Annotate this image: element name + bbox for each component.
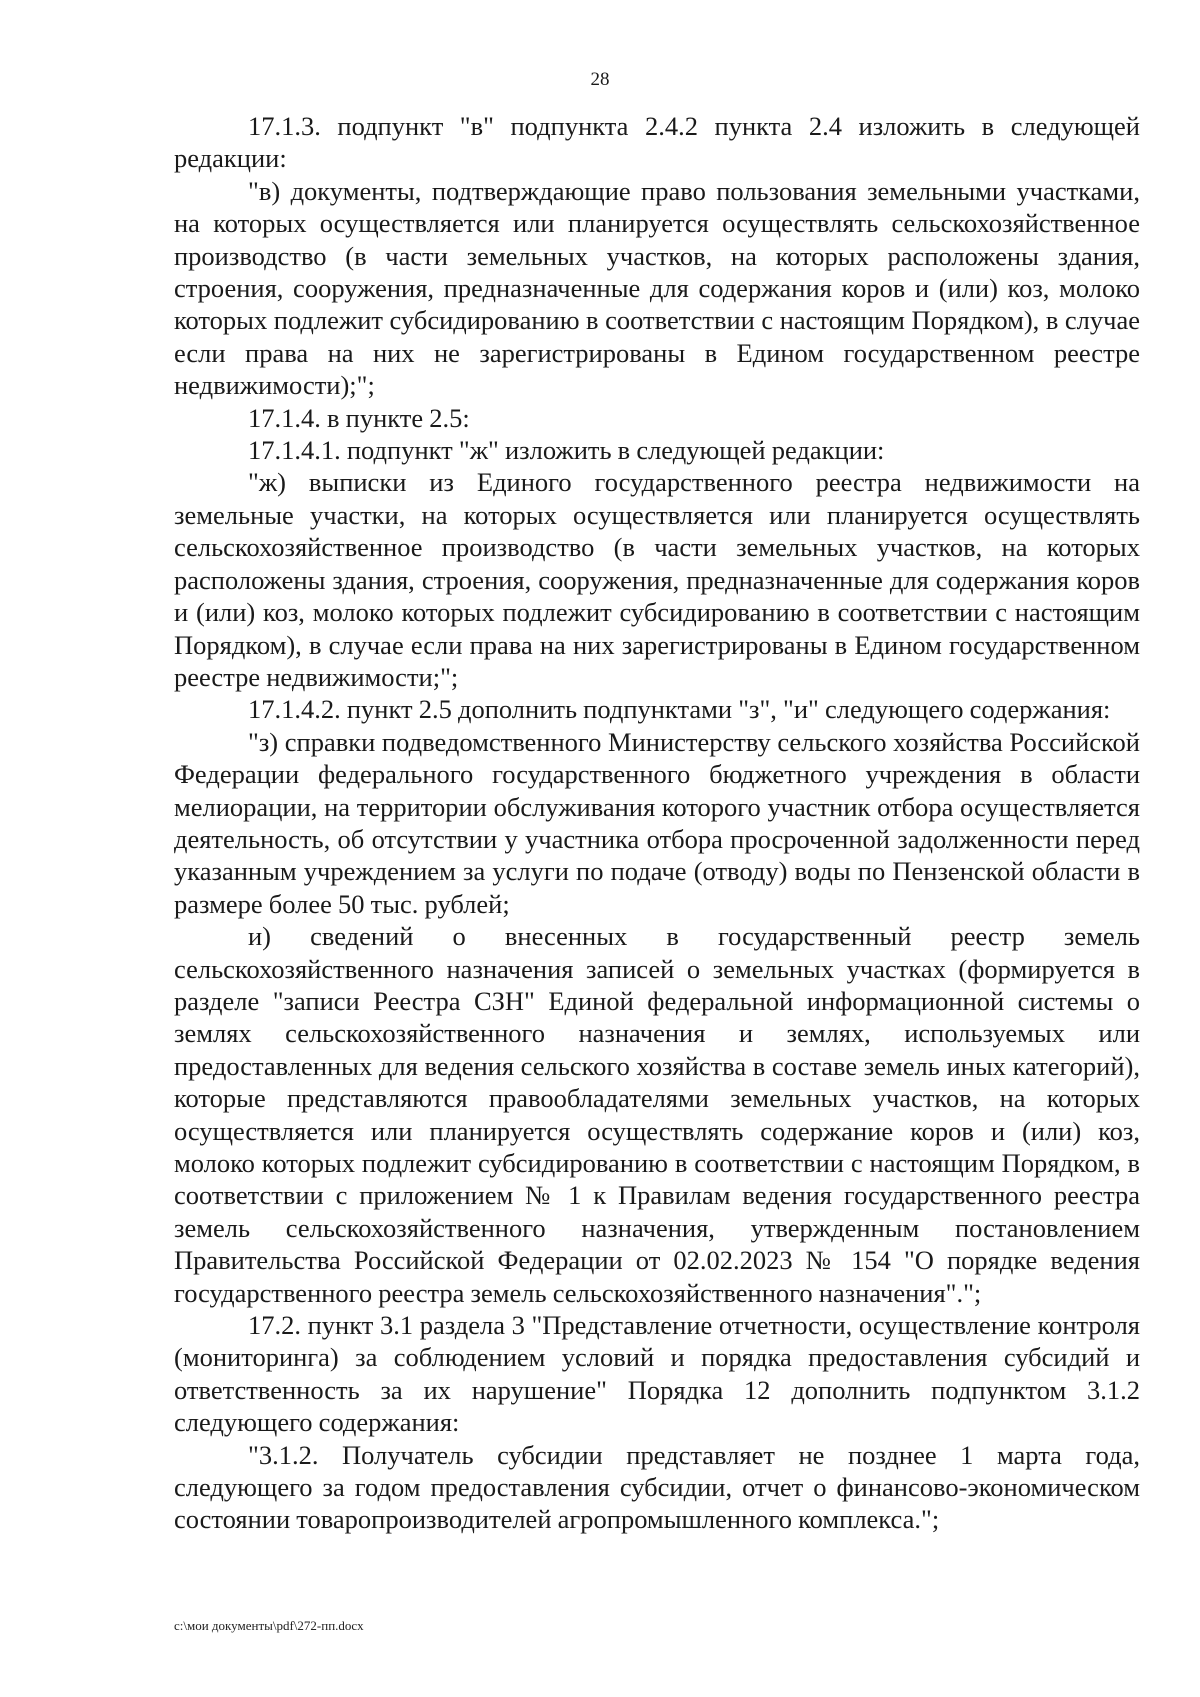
document-body bbox=[174, 110, 1140, 1536]
paragraph-17-1-3: 17.1.3. подпункт "в" подпункта 2.4.2 пункта 2.4 изложить в следующей редакции: bbox=[174, 111, 1140, 174]
paragraph-17-1-4: 17.1.4. в пункте 2.5: bbox=[248, 402, 470, 433]
paragraph-subitem-v: "в) документы, подтверждающие право пользования земельными участками, на которых осуществляется или планируется осуществлять сельскохозяйственное производство (в части земельных участков, на которых расположены здания, строения, сооружения, предназначенные для содержания коров и (или) коз, молоко которых подлежит субсидированию в соответствии с настоящим Порядком), в случае если права на них не зарегистрированы в Едином государственном реестре недвижимости);"; bbox=[174, 175, 1140, 401]
paragraph-subitem-i: и) сведений о внесенных в государственный реестр земель сельскохозяйственного назначения записей о земельных участках (формируется в разделе "записи Реестра СЗН" Единой федеральной информационной системы о землях сельскохозяйственного назначения и землях, используемых или предоставленных для ведения сельского хозяйства в составе земель иных категорий), которые представляются правообладателями земельных участков, на которых осуществляется или планируется осуществлять содержание коров и (или) коз, молоко которых подлежит субсидированию в соответствии с настоящим Порядком, в соответствии с приложением № 1 к Правилам ведения государственного реестра земель сельскохозяйственного назначения, утвержденным постановлением Правительства Российской Федерации от 02.02.2023 № 154 "О порядке ведения государственного реестра земель сельскохозяйственного назначения"."; bbox=[174, 921, 1140, 1308]
paragraph-subitem-z: "з) справки подведомственного Министерству сельского хозяйства Российской Федерации федерального государственного бюджетного учреждения в области мелиорации, на территории обслуживания которого участник отбора осуществляется деятельность, об отсутствии у участника отбора просроченной задолженности перед указанным учреждением за услуги по подаче (отводу) воды по Пензенской области в размере более 50 тыс. рублей; bbox=[174, 726, 1140, 919]
page-number: 28 bbox=[590, 69, 610, 90]
paragraph-17-1-4-1: 17.1.4.1. подпункт "ж" изложить в следующей редакции: bbox=[248, 435, 885, 466]
paragraph-3-1-2: "3.1.2. Получатель субсидии представляет не позднее 1 марта года, следующего за годом предоставления субсидии, отчет о финансово-экономическом состоянии товаропроизводителей агропромышленного комплекса."; bbox=[174, 1439, 1140, 1535]
paragraph-17-1-4-2: 17.1.4.2. пункт 2.5 дополнить подпунктами "з", "и" следующего содержания: bbox=[248, 694, 1111, 725]
paragraph-subitem-zh: "ж) выписки из Единого государственного реестра недвижимости на земельные участки, на которых осуществляется или планируется осуществлять сельскохозяйственное производство (в части земельных участков, на которых расположены здания, строения, сооружения, предназначенные для содержания коров и (или) коз, молоко которых подлежит субсидированию в соответствии с настоящим Порядком), в случае если права на них зарегистрированы в Едином государственном реестре недвижимости;"; bbox=[174, 467, 1140, 692]
paragraph-17-2: 17.2. пункт 3.1 раздела 3 "Представление отчетности, осуществление контроля (мониторинга) за соблюдением условий и порядка предоставления субсидий и ответственность за их нарушение" Порядка 12 дополнить подпунктом 3.1.2 следующего содержания: bbox=[174, 1310, 1140, 1438]
file-path-footer: c:\мои документы\pdf\272-пп.docx bbox=[174, 1618, 364, 1633]
